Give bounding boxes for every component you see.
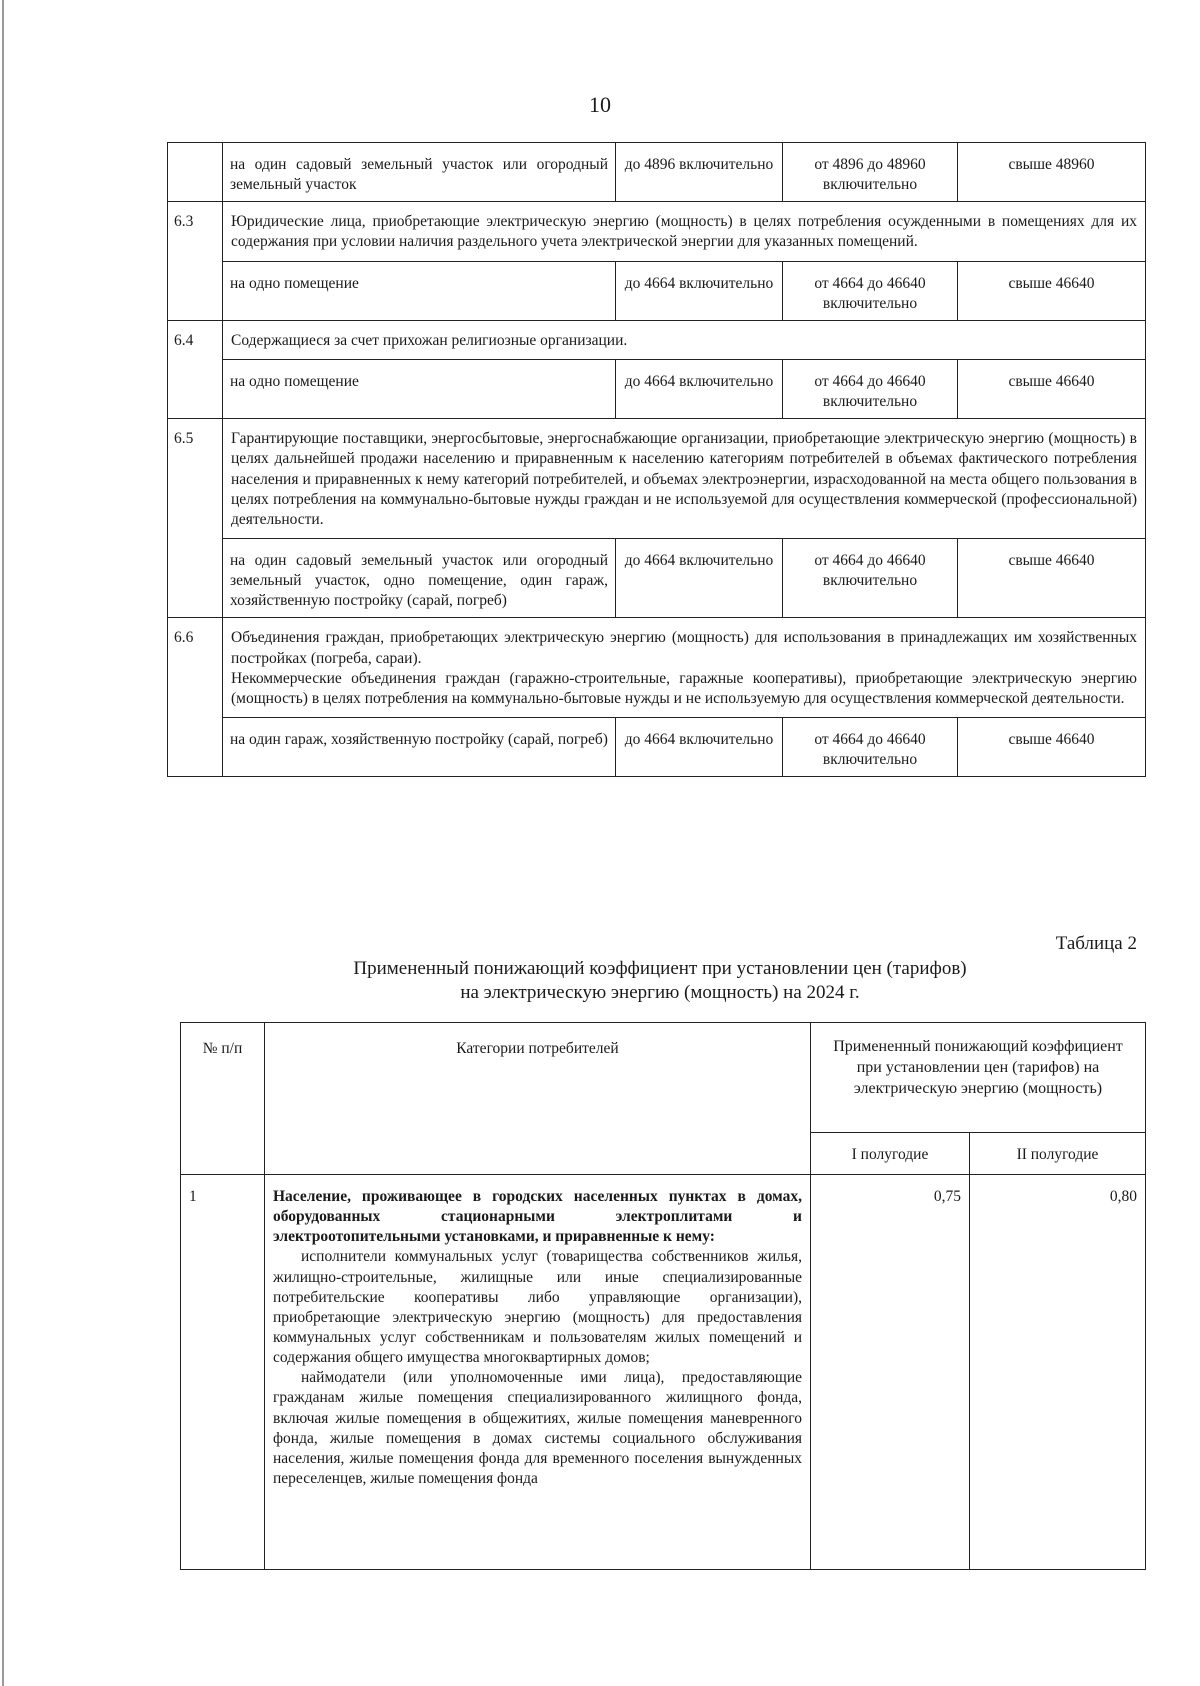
row1-num: 1 — [181, 1175, 265, 1570]
category-row — [168, 618, 1146, 718]
range-low: до 4896 включительно — [616, 143, 783, 202]
page-number: 10 — [589, 92, 611, 117]
subrow — [168, 261, 1146, 320]
subrow — [168, 143, 1146, 202]
header-num: № п/п — [181, 1023, 265, 1175]
range-high: свыше 46640 — [958, 717, 1146, 776]
category-row — [168, 419, 1146, 539]
range-low: до 4664 включительно — [616, 261, 783, 320]
range-mid: от 4664 до 46640 включительно — [783, 359, 958, 418]
range-high: свыше 48960 — [958, 143, 1146, 202]
category-description-text: Объединения граждан, приобретающих электрическую энергию (мощность) для использования в принадлежащих им хозяйственных постройках (погреба, сараи). — [231, 629, 1137, 667]
table2-label: Таблица 2 — [1055, 933, 1137, 954]
coefficient-table — [180, 1022, 1146, 1570]
row-number: 6.4 — [168, 320, 223, 418]
row1-value-half2: 0,80 — [970, 1175, 1146, 1570]
header-half2: II полугодие — [970, 1133, 1146, 1175]
subrow — [168, 359, 1146, 418]
range-mid: от 4664 до 46640 включительно — [783, 261, 958, 320]
row1-bold-text: Население, проживающее в городских населенных пунктах в домах, оборудованных стационарными электроплитами и электроотопительными установками, и приравненные к нему: — [273, 1188, 802, 1246]
range-high: свыше 46640 — [958, 538, 1146, 617]
subrow — [168, 538, 1146, 617]
scan-edge — [2, 0, 4, 1686]
category-row — [168, 202, 1146, 261]
row1-value-half1: 0,75 — [811, 1175, 970, 1570]
category-description-text: Содержащиеся за счет прихожан религиозные организации. — [231, 331, 628, 349]
category-description — [223, 202, 1146, 261]
table2-row-1 — [181, 1175, 1146, 1570]
subrow-label: на одно помещение — [223, 261, 616, 320]
table2-title-line2: на электрическую энергию (мощность) на 2024 г. — [460, 981, 860, 1003]
category-row — [168, 320, 1146, 359]
range-high: свыше 46640 — [958, 261, 1146, 320]
range-low: до 4664 включительно — [616, 538, 783, 617]
table2-header-row — [181, 1023, 1146, 1133]
table2-title — [300, 957, 1020, 1005]
range-low: до 4664 включительно — [616, 717, 783, 776]
row-number: 6.6 — [168, 618, 223, 777]
row-number: 6.3 — [168, 202, 223, 321]
category-description — [223, 618, 1146, 718]
tariff-table-continued — [167, 142, 1146, 777]
row1-category — [265, 1175, 811, 1570]
row-number: 6.5 — [168, 419, 223, 618]
header-coefficient: Примененный понижающий коэффициент при установлении цен (тарифов) на электрическую энергию (мощность) — [811, 1023, 1146, 1133]
row1-para2: наймодатели (или уполномоченные ими лица), предоставляющие гражданам жилые помещения специализированного жилищного фонда, включая жилые помещения в общежитиях, жилые помещения маневренного фонда, жилые помещения в домах системы социального обслуживания населения, жилые помещения фонда для временного поселения вынужденных переселенцев, жилые помещения фонда — [273, 1369, 802, 1487]
row1-para1: исполнители коммунальных услуг (товарищества собственников жилья, жилищно-строительные, жилищные или иные специализированные потребительские кооперативы либо управляющие организации), приобретающие электрическую энергию (мощность) для предоставления коммунальных услуг собственникам и пользователям жилых помещений и содержания общего имущества многоквартирных домов; — [273, 1248, 802, 1367]
table2-title-line1: Примененный понижающий коэффициент при установлении цен (тарифов) — [353, 958, 967, 979]
category-description-text: Гарантирующие поставщики, энергосбытовые, энергоснабжающие организации, приобретающие электрическую энергию (мощность) в целях дальнейшей продажи населению и приравненным к населению категориям потребителей в объемах фактического потребления населения и приравненных к нему категорий потребителей, и объемах электроэнергии, израсходованной на места общего пользования в целях потребления на коммунально-бытовые нужды граждан и не используемой для осуществления коммерческой (профессиональной) деятельности. — [231, 430, 1137, 528]
range-low: до 4664 включительно — [616, 359, 783, 418]
category-description — [223, 320, 1146, 359]
category-description-text: Юридические лица, приобретающие электрическую энергию (мощность) в целях потребления осужденными в помещениях для их содержания при условии наличия раздельного учета электрической энергии для указанных помещений. — [231, 213, 1137, 251]
range-mid: от 4896 до 48960 включительно — [783, 143, 958, 202]
subrow-label: на одно помещение — [223, 359, 616, 418]
range-mid: от 4664 до 46640 включительно — [783, 717, 958, 776]
row-number — [168, 143, 223, 202]
subrow-label: на один садовый земельный участок или огородный земельный участок, одно помещение, один гараж, хозяйственную постройку (сарай, погреб) — [223, 538, 616, 617]
category-description-text-2: Некоммерческие объединения граждан (гаражно-строительные, гаражные кооперативы), приобретающие электрическую энергию (мощность) в целях потребления на коммунально-бытовые нужды и не используемую для осуществления коммерческой деятельности. — [231, 669, 1137, 707]
header-half1: I полугодие — [811, 1133, 970, 1175]
subrow — [168, 717, 1146, 776]
range-high: свыше 46640 — [958, 359, 1146, 418]
range-mid: от 4664 до 46640 включительно — [783, 538, 958, 617]
subrow-label: на один садовый земельный участок или огородный земельный участок — [223, 143, 616, 202]
header-category: Категории потребителей — [265, 1023, 811, 1175]
category-description — [223, 419, 1146, 539]
subrow-label: на один гараж, хозяйственную постройку (сарай, погреб) — [223, 717, 616, 776]
